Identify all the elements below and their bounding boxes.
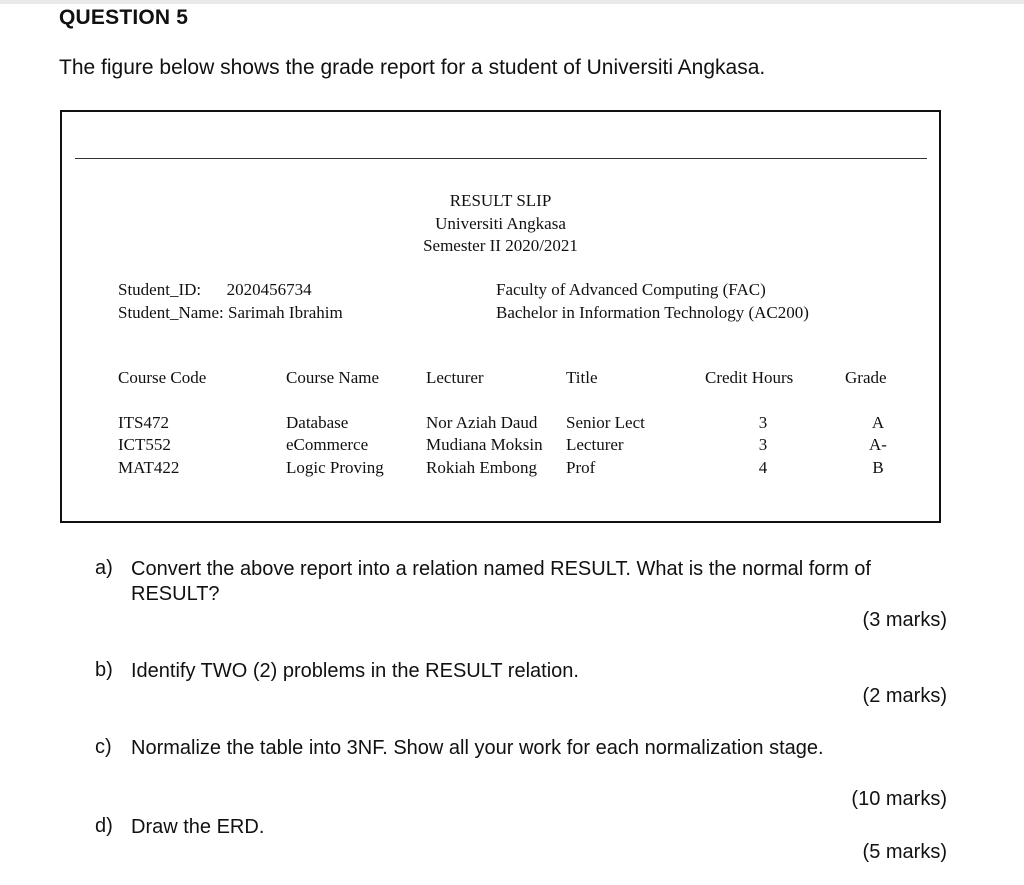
question-intro: The figure below shows the grade report for a student of Universiti Angkasa. [59,56,766,79]
part-d-letter: d) [95,815,113,837]
table-cell-credit-hours: 3 [758,435,768,454]
table-cell-grade: B [872,458,884,477]
part-a-text: Convert the above report into a relation named RESULT. What is the normal form of RESULT? [131,558,871,605]
table-cell-course-name: Logic Proving [286,458,384,477]
program-name: Bachelor in Information Technology (AC200) [496,302,809,322]
table-cell-course-name: Database [286,413,349,432]
faculty-info [496,279,809,324]
slip-semester: Semester II 2020/2021 [423,236,578,255]
part-b-marks: (2 marks) [862,685,947,707]
part-d-marks: (5 marks) [862,841,947,863]
slip-divider [75,158,927,159]
result-slip-figure [60,110,941,523]
col-header-credit-hours: Credit Hours [705,368,794,387]
faculty-name: Faculty of Advanced Computing (FAC) [496,280,766,299]
table-cell-credit-hours: 3 [758,413,768,432]
table-cell-course-code: ICT552 [118,435,171,454]
slip-title: RESULT SLIP [449,191,552,210]
part-c-letter: c) [95,736,112,758]
table-cell-title: Senior Lect [566,413,645,432]
part-a-marks: (3 marks) [862,609,947,631]
table-cell-lecturer: Mudiana Moksin [426,435,543,454]
table-cell-grade: A- [869,435,887,454]
col-header-grade: Grade [845,368,887,387]
table-cell-title: Prof [566,458,596,477]
slip-title-block [62,190,939,258]
part-b-letter: b) [95,659,113,681]
table-cell-lecturer: Rokiah Embong [426,458,537,477]
col-header-lecturer: Lecturer [426,368,484,387]
table-cell-course-name: eCommerce [286,435,369,454]
col-header-course-code: Course Code [118,368,207,387]
student-id-label: Student_ID: [118,280,202,299]
part-c-text: Normalize the table into 3NF. Show all your work for each normalization stage. [131,737,824,759]
table-cell-course-code: ITS472 [118,413,169,432]
part-a-letter: a) [95,557,113,579]
student-name: Sarimah Ibrahim [228,302,343,322]
part-b-text: Identify TWO (2) problems in the RESULT relation. [131,660,579,682]
slip-university: Universiti Angkasa [435,213,566,233]
table-cell-title: Lecturer [566,435,624,454]
student-id: 2020456734 [226,280,312,299]
student-name-label: Student_Name: [118,302,224,322]
col-header-course-name: Course Name [286,368,380,387]
table-cell-lecturer: Nor Aziah Daud [426,413,538,432]
part-d-text: Draw the ERD. [131,816,265,838]
table-cell-course-code: MAT422 [118,458,180,477]
part-c-marks: (10 marks) [851,788,947,810]
table-cell-grade: A [871,413,885,432]
table-cell-credit-hours: 4 [758,458,768,477]
col-header-title: Title [566,368,598,387]
question-heading: QUESTION 5 [59,6,189,29]
top-bar [0,0,1024,4]
student-info [118,279,343,324]
